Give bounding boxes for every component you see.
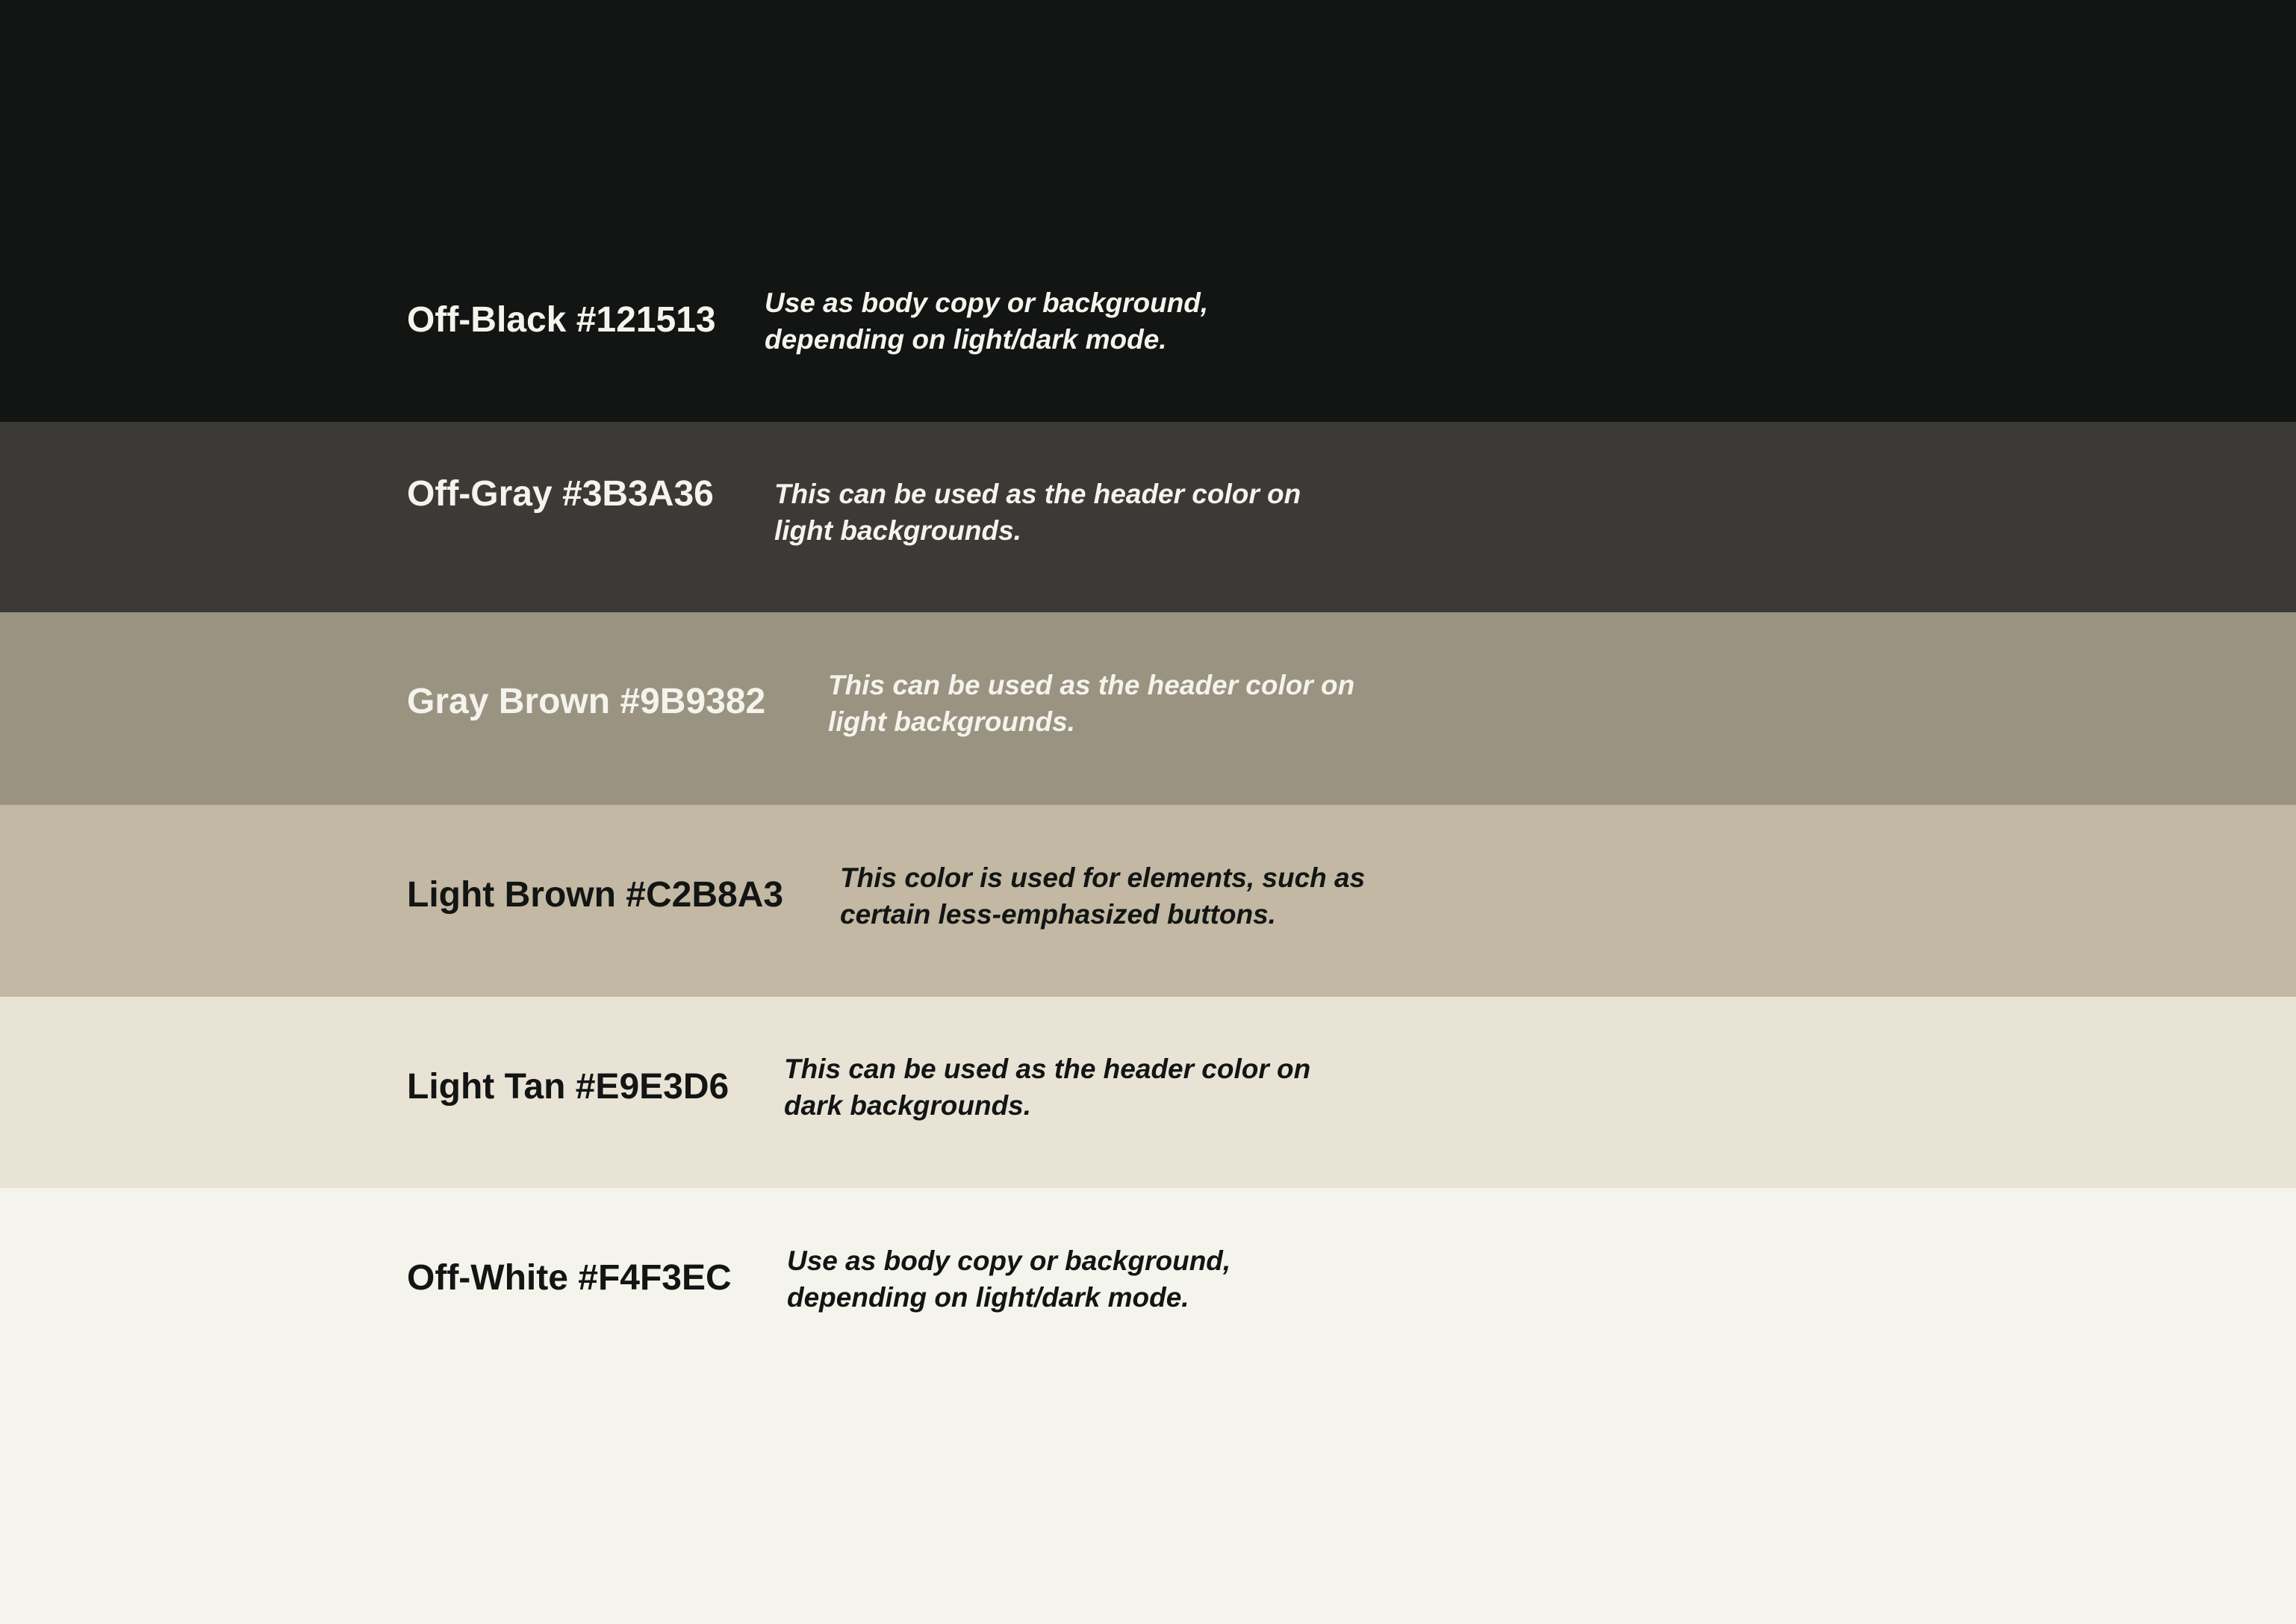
swatch-name: Off-Black #121513 [407,300,716,340]
swatch-off-white [0,1188,2296,1624]
swatch-light-tan [0,997,2296,1188]
swatch-name: Gray Brown #9B9382 [407,682,766,721]
swatch-light-brown [0,805,2296,997]
swatch-name: Light Tan #E9E3D6 [407,1067,729,1107]
swatch-gray-brown [0,612,2296,805]
swatch-description: This can be used as the header color on light backgrounds. [828,670,1355,737]
swatch-description: Use as body copy or background, depending on light/dark mode. [787,1245,1231,1313]
swatch-off-gray [0,422,2296,612]
swatch-off-black [0,0,2296,422]
swatch-name: Off-Gray #3B3A36 [407,474,714,514]
swatch-description: This can be used as the header color on dark backgrounds. [784,1054,1311,1121]
swatch-description: This color is used for elements, such as certain less-emphasized buttons. [840,862,1366,930]
swatch-name: Light Brown #C2B8A3 [407,875,784,915]
swatch-description: Use as body copy or background, depending on light/dark mode. [765,287,1209,355]
swatch-description: This can be used as the header color on light backgrounds. [774,479,1301,546]
swatch-name: Off-White #F4F3EC [407,1258,732,1298]
